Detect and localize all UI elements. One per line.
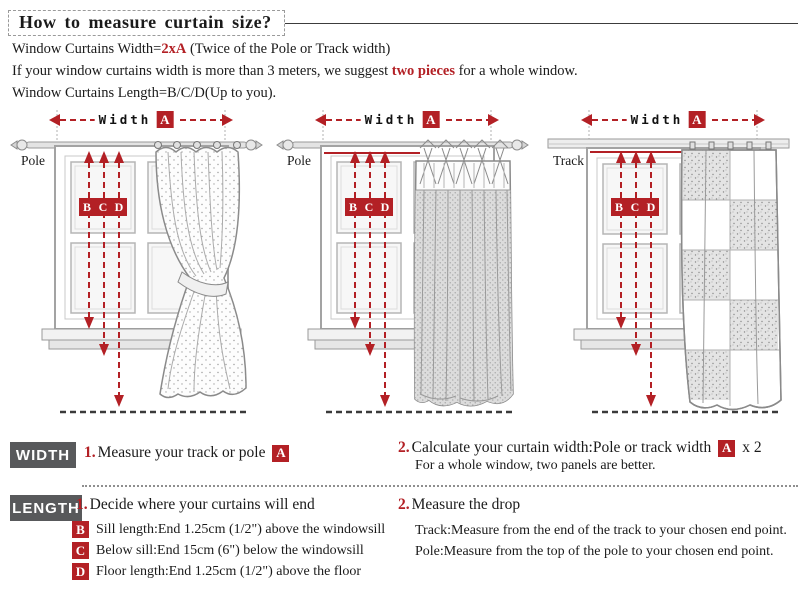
window-curtain-illustration	[8, 106, 264, 430]
letter-a-badge: A	[422, 111, 439, 128]
diagram-pole-tietop	[274, 106, 530, 436]
width-section-heading: WIDTH	[10, 442, 76, 468]
letter-c-badge: C	[96, 199, 110, 215]
intro-text	[12, 38, 578, 104]
length-instructions	[0, 492, 800, 589]
letter-b-badge: B	[612, 199, 626, 215]
letter-b-badge: B	[80, 199, 94, 215]
width-measure-label: Width A	[361, 111, 444, 128]
letter-c-badge: C	[628, 199, 642, 215]
formula-2xa: 2xA	[161, 41, 187, 57]
letter-b-badge: B	[346, 199, 360, 215]
length-step-2: 2. Measure the drop	[398, 496, 521, 513]
letter-a-badge: A	[272, 445, 289, 462]
track-label: Track	[553, 153, 585, 168]
letter-c-badge: C	[362, 199, 376, 215]
diagram-track-panel	[540, 106, 796, 436]
intro-line-2: If your window curtains width is more than 3 meters, we suggest two pieces for a whole window.	[12, 63, 578, 79]
letter-d-badge: D	[644, 199, 658, 215]
track-note: Track:Measure from the end of the track to your chosen end point.	[415, 523, 787, 538]
page-title: How to measure curtain size?	[8, 10, 285, 36]
list-item: D Floor length:End 1.25cm (1/2") above the floor	[72, 561, 385, 582]
bcd-badges	[80, 199, 126, 215]
section-divider	[82, 485, 798, 487]
letter-a-badge: A	[718, 440, 735, 457]
pole-note: Pole:Measure from the top of the pole to your chosen end point.	[415, 544, 774, 559]
diagram-pole-grommet	[8, 106, 264, 436]
intro-line-3: Window Curtains Length=B/C/D(Up to you).	[12, 85, 277, 101]
letter-c-badge: C	[72, 542, 89, 559]
letter-d-badge: D	[378, 199, 392, 215]
width-instructions	[0, 438, 800, 484]
letter-d-badge: D	[72, 563, 89, 580]
letter-b-badge: B	[72, 521, 89, 538]
intro-line-1: Window Curtains Width=2xA (Twice of the Pole or Track width)	[12, 41, 391, 57]
bcd-badges	[346, 199, 392, 215]
width-step-2-note: For a whole window, two panels are better.	[415, 458, 656, 473]
letter-a-badge: A	[156, 111, 173, 128]
width-step-2: 2. Calculate your curtain width:Pole or track width A x 2 For a whole window, two panels are better.	[398, 439, 762, 473]
length-step-1: 1. Decide where your curtains will end	[76, 496, 315, 513]
letter-d-badge: D	[112, 199, 126, 215]
diagram-row	[0, 106, 800, 440]
letter-a-badge: A	[688, 111, 705, 128]
pole-label: Pole	[287, 153, 312, 168]
two-pieces-highlight: two pieces	[391, 63, 455, 79]
window-curtain-illustration	[274, 106, 530, 430]
length-step-2-notes	[415, 520, 787, 562]
width-measure-label: Width A	[627, 111, 710, 128]
width-measure-label: Width A	[95, 111, 178, 128]
length-section-heading: LENGTH	[10, 495, 82, 521]
tietop-curtain	[410, 140, 518, 406]
curtain-track	[548, 139, 789, 148]
list-item: C Below sill:End 15cm (6") below the windowsill	[72, 540, 385, 561]
checkered-curtain	[680, 142, 782, 410]
pole-label: Pole	[21, 153, 46, 168]
width-step-1: 1. Measure your track or pole A	[84, 444, 294, 462]
list-item: B Sill length:End 1.25cm (1/2") above the windowsill	[72, 519, 385, 540]
length-options-list	[72, 519, 385, 582]
bcd-badges	[612, 199, 658, 215]
